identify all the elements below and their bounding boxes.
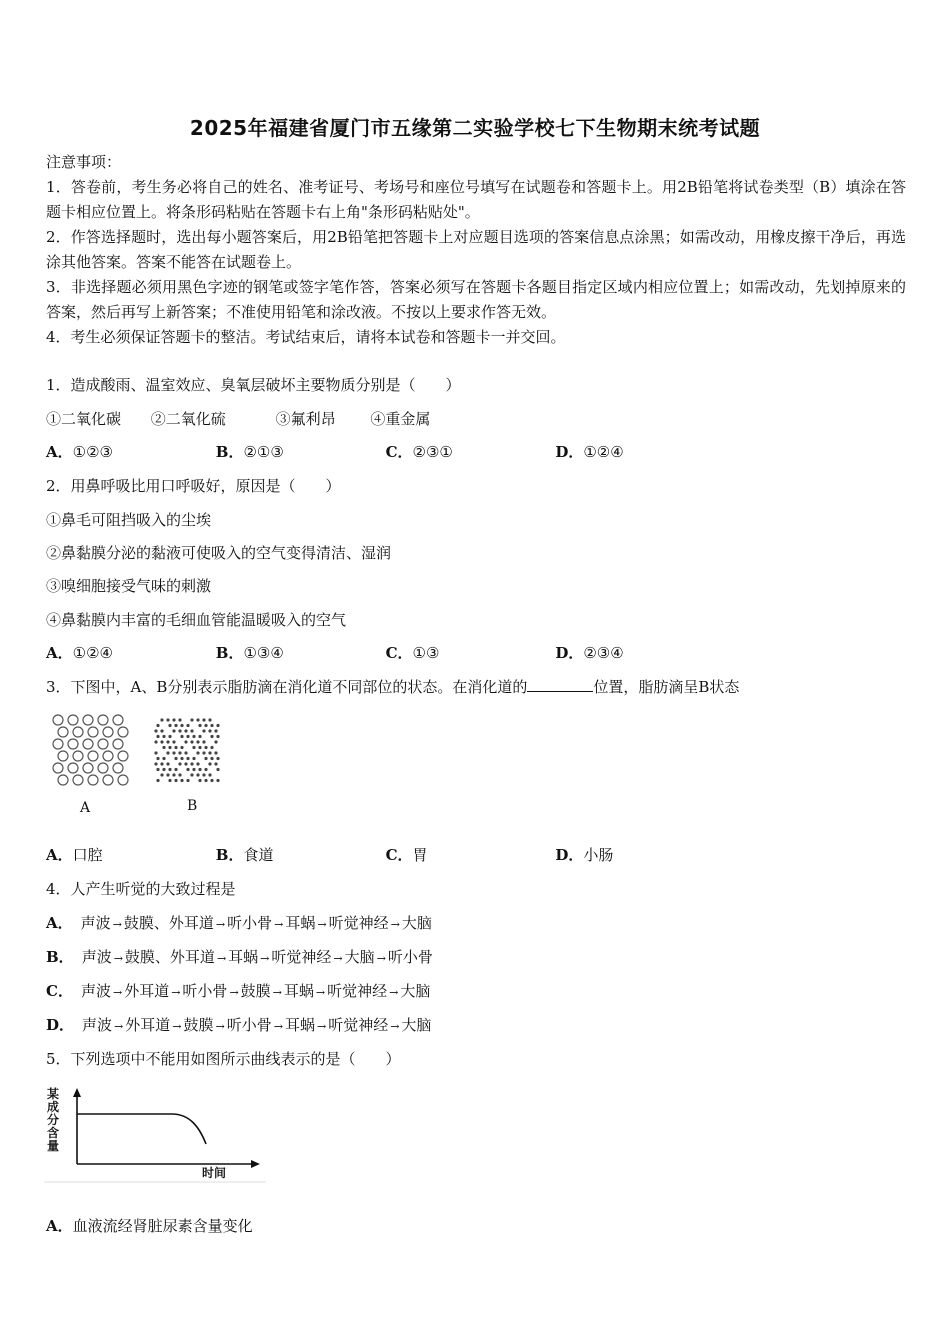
arrow-icon: → (215, 918, 226, 931)
fat-droplet-small (184, 751, 187, 754)
fat-droplet-small (174, 757, 177, 760)
q3-stem-before: 3．下图中，A、B分别表示脂肪滴在消化道不同部位的状态。在消化道的 (46, 678, 528, 696)
fat-droplet-small (162, 746, 165, 749)
fat-droplet-small (178, 751, 181, 754)
fat-droplet-small (216, 757, 219, 760)
fat-droplet-small (184, 762, 187, 765)
fat-droplet-small (210, 724, 213, 727)
fat-droplet-small (190, 740, 193, 743)
fat-droplet-small (196, 718, 199, 721)
process-step: 外耳道 (125, 1016, 171, 1034)
fat-droplet (98, 763, 108, 773)
fat-droplet-small (160, 762, 163, 765)
q3-option-d[interactable] (555, 845, 613, 865)
fat-droplet (58, 751, 68, 761)
fat-droplet-small (186, 735, 189, 738)
option-text: ①③④ (243, 644, 284, 662)
arrow-icon: → (171, 986, 181, 999)
fat-droplet-small (168, 724, 171, 727)
option-label: A． (46, 443, 73, 461)
q5-option-a[interactable] (46, 1216, 253, 1236)
option-label: A． (46, 846, 73, 864)
fat-droplet-small (160, 773, 163, 776)
fat-droplet (88, 751, 98, 761)
fat-droplet-small (186, 768, 189, 771)
fat-droplet-small (190, 729, 193, 732)
process-step: 听觉神经 (328, 1016, 389, 1034)
fat-droplet-small (204, 768, 207, 771)
fat-droplet-small (162, 757, 165, 760)
fat-droplet-small (186, 724, 189, 727)
fat-droplet (118, 727, 128, 737)
process-step: 大脑 (401, 1016, 432, 1034)
fat-droplet (118, 751, 128, 761)
fat-droplet (118, 775, 128, 785)
fat-droplet-small (160, 740, 163, 743)
q3-stem (46, 677, 739, 697)
fat-droplet-small (180, 735, 183, 738)
fat-droplet-small (172, 729, 175, 732)
q2-options (46, 643, 624, 663)
q2-item: ③嗅细胞接受气味的刺激 (46, 577, 212, 595)
fat-droplet-small (208, 751, 211, 754)
fat-droplet-small (166, 751, 169, 754)
q4-option-b[interactable] (46, 947, 433, 969)
process-step: 听小骨 (226, 1016, 272, 1034)
fat-droplet-small (202, 751, 205, 754)
fat-droplet (83, 715, 93, 725)
fat-droplet (103, 751, 113, 761)
fat-droplet-small (196, 762, 199, 765)
arrow-icon: → (112, 986, 123, 999)
q3-stem-after: 位置，脂肪滴呈B状态 (593, 678, 740, 696)
figure-label-b: B (187, 798, 198, 814)
fat-droplet-small (168, 735, 171, 738)
fat-droplet-small (180, 746, 183, 749)
fat-droplet-small (204, 746, 207, 749)
fat-droplet (113, 739, 123, 749)
fat-droplet-small (156, 779, 159, 782)
fat-droplet-small (192, 735, 195, 738)
note-item: 4．考生必须保证答题卡的整洁。考试结束后，请将本试卷和答题卡一并交回。 (46, 328, 566, 346)
fat-droplet (53, 763, 63, 773)
fat-droplet-small (208, 729, 211, 732)
fat-droplet (68, 739, 78, 749)
fat-droplet-small (156, 724, 159, 727)
process-step: 听小骨 (387, 948, 433, 966)
process-step: 鼓膜 (183, 1016, 214, 1034)
fat-droplet-small (186, 779, 189, 782)
q1-item: ③氟利昂 (275, 410, 336, 428)
q4-stem: 4．人产生听觉的大致过程是 (46, 880, 236, 898)
option-label: A． (46, 1217, 73, 1235)
option-label: C． (385, 443, 413, 461)
fat-droplet-small (178, 729, 181, 732)
fat-droplet (53, 739, 63, 749)
option-text: 小肠 (583, 846, 614, 864)
option-label: D． (555, 443, 584, 461)
fat-droplet-small (166, 762, 169, 765)
fat-droplet-small (166, 718, 169, 721)
note-item: 3．非选择题必须用黑色字迹的钢笔或签字笔作答，答案必须写在答题卡各题目指定区域内相应位置上；如需改动，先划掉原来的答案，然后再写上新答案；不准使用铅笔和涂改液。不按以上要求作答无效。 (46, 278, 906, 321)
option-text: 血液流经肾脏尿素含量变化 (72, 1217, 253, 1235)
fat-droplet-small (196, 740, 199, 743)
fat-droplet-small (208, 762, 211, 765)
option-text: ①③ (412, 644, 440, 662)
process-step: 耳蜗 (284, 1016, 315, 1034)
fat-droplet (103, 775, 113, 785)
q2-stem: 2．用鼻呼吸比用口呼吸好，原因是（ ） (46, 477, 341, 495)
fat-droplet-small (198, 768, 201, 771)
process-step: 听觉神经 (271, 948, 332, 966)
fat-droplet-small (174, 779, 177, 782)
fat-droplet-small (204, 757, 207, 760)
fat-droplet (88, 727, 98, 737)
figure-label-a: A (80, 800, 91, 816)
q1-item: ④重金属 (370, 410, 431, 428)
fat-droplet-small (154, 740, 157, 743)
fat-droplet-small (210, 779, 213, 782)
page-title: 2025年福建省厦门市五缘第二实验学校七下生物期末统考试题 (189, 116, 761, 140)
fat-droplets-a-figure (50, 712, 130, 792)
fat-droplet-small (190, 773, 193, 776)
arrow-icon: → (113, 952, 123, 965)
q1-stem: 1．造成酸雨、温室效应、臭氧层破坏主要物质分别是（ ） (46, 376, 461, 394)
fat-droplet-small (162, 768, 165, 771)
arrow-icon: → (274, 918, 284, 931)
y-axis-label-char: 某 (47, 1087, 60, 1101)
fat-droplet-small (154, 751, 157, 754)
fat-droplet (83, 763, 93, 773)
arrow-icon: → (273, 1020, 283, 1033)
y-axis-label-char: 成 (47, 1100, 60, 1114)
process-step: 声波 (82, 1016, 113, 1034)
y-axis-label-char: 量 (47, 1139, 60, 1153)
fat-droplet (58, 775, 68, 785)
process-step: 鼓膜、外耳道 (124, 948, 215, 966)
option-label: A． (46, 644, 73, 662)
q2-option-d[interactable] (555, 643, 623, 663)
process-step: 声波 (80, 982, 111, 1000)
arrow-icon: → (114, 1020, 124, 1033)
fat-droplet-small (198, 735, 201, 738)
arrow-icon: → (389, 986, 399, 999)
arrow-icon: → (333, 952, 343, 965)
fat-droplet-small (196, 773, 199, 776)
q1-options (46, 442, 624, 462)
fat-droplet-small (208, 718, 211, 721)
fat-droplet (88, 775, 98, 785)
fat-droplet-small (180, 757, 183, 760)
fat-droplet-small (192, 768, 195, 771)
process-step: 声波 (81, 948, 112, 966)
arrow-icon: → (215, 1020, 225, 1033)
fat-droplet-small (166, 773, 169, 776)
fat-droplet-small (154, 762, 157, 765)
fat-droplet (53, 715, 63, 725)
fat-droplet-small (192, 757, 195, 760)
fat-droplet-small (216, 779, 219, 782)
fat-droplet-small (216, 735, 219, 738)
option-text: ①②④ (583, 443, 624, 461)
option-label: D． (46, 1016, 75, 1034)
fat-droplet-small (174, 768, 177, 771)
option-text: ①②④ (72, 644, 113, 662)
fat-droplet-small (168, 746, 171, 749)
fat-droplet-small (180, 779, 183, 782)
option-text: ①②③ (72, 443, 113, 461)
fat-droplet (73, 727, 83, 737)
fat-droplet-small (190, 718, 193, 721)
fat-droplet-small (160, 729, 163, 732)
q1-item: ②二氧化硫 (150, 410, 226, 428)
fat-droplet (103, 727, 113, 737)
process-step: 耳蜗 (283, 982, 314, 1000)
process-step: 大脑 (400, 982, 431, 1000)
option-label: C． (385, 846, 413, 864)
fat-droplet-small (184, 740, 187, 743)
note-item: 2．作答选择题时，选出每小题答案后，用2B铅笔把答题卡上对应题目选项的答案信息点涂黑；如需改动，用橡皮擦干净后，再选涂其他答案。答案不能答在试题卷上。 (46, 228, 906, 271)
fat-droplet-small (192, 746, 195, 749)
fat-droplet-small (210, 735, 213, 738)
option-text: 口腔 (72, 846, 103, 864)
fat-droplet-small (172, 773, 175, 776)
notes-section (46, 150, 906, 350)
fat-droplet (73, 775, 83, 785)
q4-option-a[interactable] (46, 913, 432, 935)
notes-heading: 注意事项： (46, 153, 122, 171)
q2-item: ②鼻黏膜分泌的黏液可使吸入的空气变得清洁、湿润 (46, 544, 392, 562)
q1-option-a[interactable] (46, 442, 211, 462)
fat-droplet (68, 763, 78, 773)
fat-droplet (113, 763, 123, 773)
y-axis-label-char: 含 (47, 1126, 60, 1140)
fat-droplet-small (172, 751, 175, 754)
fat-droplet (68, 715, 78, 725)
y-axis-arrow-icon (73, 1088, 81, 1097)
fat-droplet-small (178, 773, 181, 776)
option-label: C． (46, 982, 73, 1000)
q3-options (46, 845, 613, 865)
fat-droplet-small (214, 762, 217, 765)
fat-droplet (98, 739, 108, 749)
content-over-time-graph (44, 1086, 266, 1184)
fat-droplet-small (202, 718, 205, 721)
fat-droplet-small (198, 746, 201, 749)
process-step: 声波 (80, 914, 111, 932)
fat-droplet-small (202, 773, 205, 776)
arrow-icon: → (376, 952, 386, 965)
process-step: 鼓膜、外耳道 (123, 914, 214, 932)
answer-blank[interactable] (527, 677, 593, 692)
q1-option-b[interactable] (216, 442, 381, 462)
process-step: 耳蜗 (285, 914, 316, 932)
option-label: C． (385, 644, 413, 662)
fat-droplet-small (210, 746, 213, 749)
arrow-icon: → (390, 918, 400, 931)
fat-droplet-small (216, 724, 219, 727)
fat-droplet (83, 739, 93, 749)
fat-droplet-small (162, 735, 165, 738)
q4-option-c[interactable] (46, 981, 430, 1003)
fat-droplet-small (190, 762, 193, 765)
y-axis-label-char: 分 (47, 1113, 60, 1127)
fat-droplet-small (178, 762, 181, 765)
q2-item: ④鼻黏膜内丰富的毛细血管能温暖吸入的空气 (46, 611, 347, 629)
process-step: 大脑 (344, 948, 375, 966)
fat-droplet-small (156, 768, 159, 771)
note-item: 1．答卷前，考生务必将自己的姓名、准考证号、考场号和座位号填写在试题卷和答题卡上。用2B铅笔将试卷类型（B）填涂在答题卡相应位置上。将条形码粘贴在答题卡右上角"条形码粘贴处"。 (46, 178, 906, 221)
fat-droplet-small (174, 724, 177, 727)
content-curve (77, 1114, 206, 1144)
option-label: B． (215, 846, 244, 864)
arrow-icon: → (216, 952, 227, 965)
fat-droplet-small (180, 724, 183, 727)
fat-droplet-small (184, 729, 187, 732)
arrow-icon: → (112, 918, 122, 931)
fat-droplet-small (156, 757, 159, 760)
q3-option-b[interactable] (216, 845, 381, 865)
fat-droplet-small (198, 724, 201, 727)
q2-option-c[interactable] (386, 643, 551, 663)
q1-item: ①二氧化碳 (46, 410, 122, 428)
fat-droplet-small (166, 740, 169, 743)
x-axis-arrow-icon (251, 1160, 260, 1168)
fat-droplet-small (202, 740, 205, 743)
x-axis-label: 时间 (202, 1166, 227, 1180)
q1-items (46, 409, 430, 429)
option-label: B． (215, 443, 244, 461)
arrow-icon: → (229, 986, 239, 999)
fat-droplet-small (156, 735, 159, 738)
fat-droplet-small (214, 751, 217, 754)
fat-droplet (113, 715, 123, 725)
fat-droplet-small (208, 773, 211, 776)
fat-droplet (58, 727, 68, 737)
fat-droplet-small (172, 718, 175, 721)
arrow-icon: → (390, 1020, 400, 1033)
fat-droplet-small (214, 729, 217, 732)
arrow-icon: → (272, 986, 282, 999)
fat-droplet-small (196, 751, 199, 754)
fat-droplet (73, 751, 83, 761)
q2-option-a[interactable] (46, 643, 211, 663)
option-text: 胃 (412, 846, 428, 864)
arrow-icon: → (316, 1020, 327, 1033)
fat-droplet-small (214, 740, 217, 743)
arrow-icon: → (172, 1020, 182, 1033)
option-label: D． (555, 644, 584, 662)
option-text: ②③① (412, 443, 453, 461)
fat-droplet-small (198, 779, 201, 782)
fat-droplet-small (204, 779, 207, 782)
process-step: 听小骨 (182, 982, 228, 1000)
fat-droplet-small (178, 718, 181, 721)
option-text: ②③④ (583, 644, 624, 662)
process-step: 听觉神经 (327, 982, 388, 1000)
arrow-icon: → (260, 952, 270, 965)
process-step: 外耳道 (124, 982, 170, 1000)
fat-droplet-small (160, 718, 163, 721)
process-step: 耳蜗 (228, 948, 259, 966)
option-text: 食道 (243, 846, 274, 864)
option-label: A． (46, 914, 73, 932)
q2-item: ①鼻毛可阻挡吸入的尘埃 (46, 511, 212, 529)
q4-option-d[interactable] (46, 1015, 431, 1037)
fat-droplet-small (204, 724, 207, 727)
option-label: D． (555, 846, 584, 864)
fat-droplet-small (168, 779, 171, 782)
fat-droplet-small (174, 746, 177, 749)
option-text: ②①③ (243, 443, 284, 461)
fat-droplets-b-figure (152, 716, 224, 786)
arrow-icon: → (317, 918, 327, 931)
fat-droplet-small (186, 757, 189, 760)
q3-option-a[interactable] (46, 845, 211, 865)
fat-droplet-small (216, 768, 219, 771)
q2-option-b[interactable] (216, 643, 381, 663)
q1-option-d[interactable] (555, 442, 623, 462)
q1-option-c[interactable] (386, 442, 551, 462)
fat-droplet-small (168, 768, 171, 771)
fat-droplet (98, 715, 108, 725)
process-step: 听小骨 (227, 914, 273, 932)
arrow-icon: → (315, 986, 326, 999)
process-step: 听觉神经 (328, 914, 389, 932)
q5-stem: 5．下列选项中不能用如图所示曲线表示的是（ ） (46, 1050, 401, 1068)
fat-droplet-small (172, 740, 175, 743)
process-step: 大脑 (401, 914, 432, 932)
q3-option-c[interactable] (386, 845, 551, 865)
process-step: 鼓膜 (240, 982, 271, 1000)
option-label: B． (215, 644, 244, 662)
fat-droplet-small (210, 757, 213, 760)
fat-droplet-small (154, 729, 157, 732)
option-label: B． (46, 948, 74, 966)
fat-droplet-small (202, 729, 205, 732)
